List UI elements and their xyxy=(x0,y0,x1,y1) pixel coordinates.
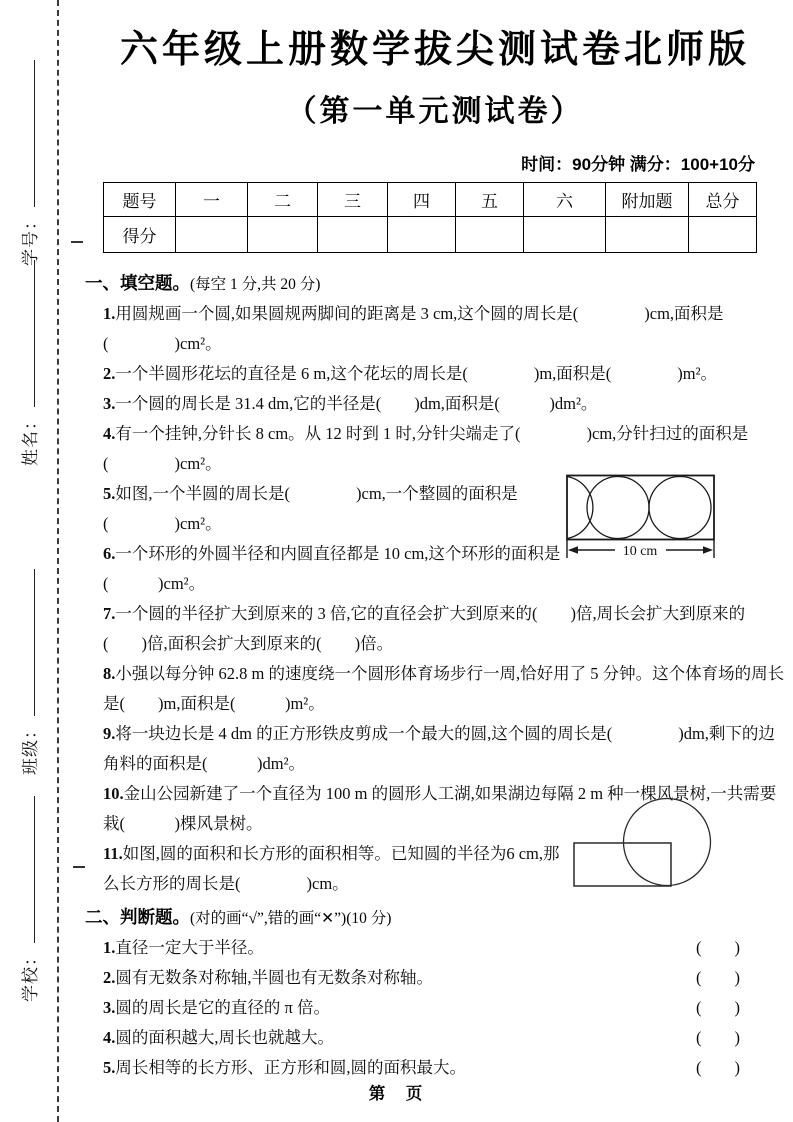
school-field xyxy=(16,796,40,1002)
student-name-label: 姓名： xyxy=(20,412,40,466)
fold-mark xyxy=(71,241,83,243)
judgment-item: 2.圆有无数条对称轴,半圆也有无数条对称轴。 ( ) xyxy=(85,963,785,993)
score-table xyxy=(103,182,757,253)
figure-rectangle xyxy=(567,476,714,540)
student-id-field xyxy=(16,60,40,266)
score-table-header-cell: 总分 xyxy=(689,183,757,217)
answer-parentheses: ( ) xyxy=(696,1028,740,1047)
score-table-header-cell: 六 xyxy=(524,183,606,217)
score-table-header-cell: 题号 xyxy=(104,183,176,217)
section1-heading xyxy=(85,269,785,299)
circle-rectangle-overlap-figure xyxy=(561,790,721,895)
question-item: 6.一个环形的外圆半径和内圆直径都是 10 cm,这个环形的面积是( )cm²。 xyxy=(103,544,561,593)
class-field xyxy=(16,569,40,775)
question-item: 5.如图,一个半圆的周长是( )cm,一个整圆的面积是( )cm²。 xyxy=(103,484,518,533)
figure-circle xyxy=(649,477,711,539)
question-item: 3.一个圆的周长是 31.4 dm,它的半径是( )dm,面积是( )dm²。 xyxy=(103,394,598,413)
figure-rectangle xyxy=(574,843,671,886)
question-item: 10.金山公园新建了一个直径为 100 m 的圆形人工湖,如果湖边每隔 2 m 种一棵风景树,一共需要栽( )棵风景树。 xyxy=(103,784,777,833)
judgment-item: 1.直径一定大于半径。 ( ) xyxy=(85,933,785,963)
score-table-header-cell: 附加题 xyxy=(606,183,689,217)
fold-mark xyxy=(73,866,85,868)
page-subtitle: （第一单元测试卷） xyxy=(286,95,584,128)
figure-half-circle xyxy=(567,477,593,539)
question-item: 1.用圆规画一个圆,如果圆规两脚间的距离是 3 cm,这个圆的周长是( )cm,面积是( )cm²。 xyxy=(103,304,724,353)
student-name-field xyxy=(16,260,40,466)
binding-dashed-line xyxy=(57,0,59,1122)
section1-note: (每空 1 分,共 20 分) xyxy=(190,276,321,293)
question-item: 7.一个圆的半径扩大到原来的 3 倍,它的直径会扩大到原来的( )倍,周长会扩大到原来的( )倍,面积会扩大到原来的( )倍。 xyxy=(103,604,746,653)
score-row-label: 得分 xyxy=(104,217,176,253)
student-name-blank-line xyxy=(22,260,35,407)
student-id-label: 学号： xyxy=(20,212,40,266)
judgment-questions xyxy=(85,933,785,1083)
school-blank-line xyxy=(22,796,35,943)
school-label: 学校： xyxy=(20,948,40,1002)
question-item: 8.小强以每分钟 62.8 m 的速度绕一个圆形体育场步行一周,恰好用了 5 分钟。这个体育场的周长是( )m,面积是( )m²。 xyxy=(103,664,785,713)
section2-heading xyxy=(85,903,785,933)
score-table-header-cell: 五 xyxy=(456,183,524,217)
judgment-item: 4.圆的面积越大,周长也就越大。 ( ) xyxy=(85,1023,785,1053)
score-table-header-cell: 三 xyxy=(318,183,388,217)
page-title: 六年级上册数学拔尖测试卷北师版 xyxy=(119,29,750,71)
score-input-cell xyxy=(388,217,456,253)
question-item: 11.如图,圆的面积和长方形的面积相等。已知圆的半径为6 cm,那么长方形的周长是( )cm。 xyxy=(103,844,560,893)
page-footer: 第 页 xyxy=(368,1084,425,1103)
student-id-blank-line xyxy=(22,60,35,207)
question-item: 4.有一个挂钟,分针长 8 cm。从 12 时到 1 时,分针尖端走了( )cm,分针扫过的面积是( )cm²。 xyxy=(103,424,749,473)
score-table-header-cell: 一 xyxy=(176,183,248,217)
score-table-header-cell: 二 xyxy=(248,183,318,217)
circles-in-rectangle-figure xyxy=(563,474,721,567)
score-input-cell xyxy=(689,217,757,253)
right-arrowhead-icon xyxy=(703,546,713,554)
answer-parentheses: ( ) xyxy=(696,968,740,987)
figure-circle xyxy=(624,799,711,886)
score-input-cell xyxy=(248,217,318,253)
figure-circle xyxy=(587,477,649,539)
judgment-item: 5.周长相等的长方形、正方形和圆,圆的面积最大。 ( ) xyxy=(85,1053,785,1083)
left-arrowhead-icon xyxy=(568,546,578,554)
class-blank-line xyxy=(22,569,35,716)
score-input-cell xyxy=(456,217,524,253)
question-item: 9.将一块边长是 4 dm 的正方形铁皮剪成一个最大的圆,这个圆的周长是( )dm,剩下的边角料的面积是( )dm²。 xyxy=(103,724,775,773)
score-input-cell xyxy=(318,217,388,253)
answer-parentheses: ( ) xyxy=(696,1058,740,1077)
class-label: 班级： xyxy=(20,721,40,775)
answer-parentheses: ( ) xyxy=(696,998,740,1017)
score-input-cell xyxy=(524,217,606,253)
dimension-label: 10 cm xyxy=(622,544,658,559)
judgment-item: 3.圆的周长是它的直径的 π 倍。 ( ) xyxy=(85,993,785,1023)
score-input-cell xyxy=(606,217,689,253)
score-table-score-row xyxy=(104,217,757,253)
section2-title: 二、判断题。 xyxy=(85,907,190,927)
score-input-cell xyxy=(176,217,248,253)
question-item: 2.一个半圆形花坛的直径是 6 m,这个花坛的周长是( )m,面积是( )m²。 xyxy=(103,364,718,383)
answer-parentheses: ( ) xyxy=(696,938,740,957)
score-table-header-row xyxy=(104,183,757,217)
section2-note: (对的画“√”,错的画“✕”)(10 分) xyxy=(190,910,392,927)
score-table-header-cell: 四 xyxy=(388,183,456,217)
exam-time-score-info: 时间：90分钟 满分：100+10分 xyxy=(521,155,755,174)
section1-title: 一、填空题。 xyxy=(85,273,190,293)
